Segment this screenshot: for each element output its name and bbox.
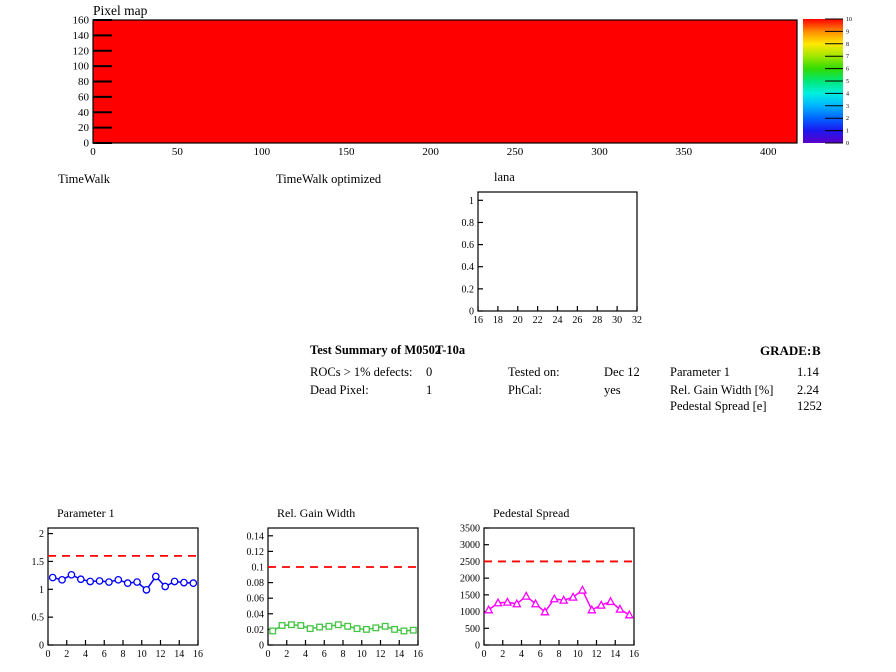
svg-text:12: 12 xyxy=(591,649,602,660)
svg-text:10: 10 xyxy=(356,649,367,660)
timewalk-optimized-title: TimeWalk optimized xyxy=(276,172,382,186)
svg-text:0.4: 0.4 xyxy=(461,262,474,274)
svg-text:20: 20 xyxy=(512,315,523,326)
svg-text:6: 6 xyxy=(846,66,849,73)
svg-text:9: 9 xyxy=(846,29,849,36)
svg-text:100: 100 xyxy=(253,146,271,158)
summary-label: Tested on: xyxy=(508,365,560,379)
svg-text:60: 60 xyxy=(78,91,89,104)
svg-text:0: 0 xyxy=(481,649,487,660)
color-scale xyxy=(800,0,875,165)
svg-text:500: 500 xyxy=(465,623,480,635)
svg-text:2: 2 xyxy=(39,529,44,541)
svg-text:100: 100 xyxy=(72,60,89,73)
svg-text:1000: 1000 xyxy=(460,607,480,619)
summary-value: Dec 12 xyxy=(604,365,640,379)
svg-text:0.12: 0.12 xyxy=(246,546,264,558)
pedestal-spread-plot xyxy=(444,500,654,672)
svg-text:1.5: 1.5 xyxy=(31,556,44,568)
svg-text:0: 0 xyxy=(83,137,89,150)
svg-text:0.06: 0.06 xyxy=(246,593,264,605)
svg-text:0: 0 xyxy=(475,640,480,652)
svg-text:0: 0 xyxy=(846,141,849,147)
svg-text:8: 8 xyxy=(120,649,126,660)
summary-label: Rel. Gain Width [%] xyxy=(670,383,774,397)
svg-text:150: 150 xyxy=(337,146,355,158)
timewalk-title: TimeWalk xyxy=(58,172,111,186)
svg-text:4: 4 xyxy=(303,649,308,660)
svg-text:0: 0 xyxy=(39,640,44,652)
parameter1-plot xyxy=(8,500,218,672)
svg-text:3000: 3000 xyxy=(460,540,480,552)
svg-text:5: 5 xyxy=(846,79,849,85)
svg-text:120: 120 xyxy=(72,45,89,58)
svg-text:80: 80 xyxy=(78,76,89,88)
svg-text:0.6: 0.6 xyxy=(461,240,474,252)
svg-text:2: 2 xyxy=(846,116,849,123)
svg-text:8: 8 xyxy=(556,649,562,660)
svg-text:12: 12 xyxy=(155,649,166,660)
svg-text:4: 4 xyxy=(846,91,849,98)
svg-text:2500: 2500 xyxy=(460,556,480,568)
lana-plot xyxy=(440,185,675,333)
svg-text:10: 10 xyxy=(846,17,852,23)
svg-text:0: 0 xyxy=(265,649,271,660)
svg-text:3: 3 xyxy=(846,103,849,110)
grade-label: GRADE: xyxy=(760,343,812,358)
summary-label: Pedestal Spread [e] xyxy=(670,399,767,413)
svg-text:0: 0 xyxy=(259,640,264,652)
svg-text:8: 8 xyxy=(340,649,346,660)
svg-text:12: 12 xyxy=(375,649,386,660)
svg-text:7: 7 xyxy=(846,54,849,61)
summary-label: PhCal: xyxy=(508,383,543,397)
svg-text:26: 26 xyxy=(572,315,583,326)
svg-text:2: 2 xyxy=(500,649,506,660)
svg-text:400: 400 xyxy=(760,146,777,158)
svg-text:32: 32 xyxy=(632,315,642,326)
svg-text:0.08: 0.08 xyxy=(246,578,264,590)
svg-text:0.1: 0.1 xyxy=(251,562,264,574)
svg-text:0.8: 0.8 xyxy=(461,217,474,229)
parameter1-title: Parameter 1 xyxy=(57,506,115,520)
rel-gain-width-plot xyxy=(228,500,438,672)
grade-value: B xyxy=(812,343,821,358)
summary-label: ROCs > 1% defects: xyxy=(310,365,413,379)
svg-text:250: 250 xyxy=(506,146,524,158)
svg-text:1500: 1500 xyxy=(460,590,480,602)
svg-text:20: 20 xyxy=(78,122,89,135)
svg-text:4: 4 xyxy=(519,649,524,660)
svg-text:2: 2 xyxy=(284,649,290,660)
svg-text:40: 40 xyxy=(78,106,89,119)
summary-value: 1252 xyxy=(797,399,822,413)
svg-text:6: 6 xyxy=(101,649,107,660)
svg-text:0.04: 0.04 xyxy=(246,609,264,621)
module-type: T-10a xyxy=(435,343,466,357)
svg-text:0.02: 0.02 xyxy=(246,624,264,636)
svg-text:4: 4 xyxy=(83,649,88,660)
svg-text:0: 0 xyxy=(469,306,474,318)
svg-text:14: 14 xyxy=(174,649,185,660)
svg-text:10: 10 xyxy=(136,649,147,660)
svg-text:0.14: 0.14 xyxy=(246,531,264,543)
summary-label: Dead Pixel: xyxy=(310,383,369,397)
lana-title: lana xyxy=(494,170,515,184)
summary-title: Test Summary of M0502 xyxy=(310,343,442,357)
svg-text:350: 350 xyxy=(675,146,693,158)
svg-text:18: 18 xyxy=(492,315,503,326)
svg-text:0.2: 0.2 xyxy=(461,284,474,296)
svg-text:0: 0 xyxy=(90,146,96,158)
svg-text:10: 10 xyxy=(572,649,583,660)
pedestal-spread-title: Pedestal Spread xyxy=(493,506,570,520)
svg-text:24: 24 xyxy=(552,315,563,326)
svg-text:1: 1 xyxy=(39,584,44,596)
svg-text:6: 6 xyxy=(537,649,543,660)
svg-text:50: 50 xyxy=(171,146,183,158)
summary-value: 2.24 xyxy=(797,383,819,397)
summary-value: 0 xyxy=(426,365,433,379)
svg-text:30: 30 xyxy=(612,315,623,326)
svg-text:28: 28 xyxy=(592,315,603,326)
svg-text:16: 16 xyxy=(193,649,203,660)
svg-text:160: 160 xyxy=(72,14,89,27)
svg-text:22: 22 xyxy=(532,315,543,326)
summary-label: Parameter 1 xyxy=(670,365,731,379)
svg-text:14: 14 xyxy=(610,649,621,660)
svg-text:2: 2 xyxy=(64,649,70,660)
svg-text:200: 200 xyxy=(422,146,439,158)
rel-gain-width-title: Rel. Gain Width xyxy=(277,506,356,520)
svg-text:140: 140 xyxy=(72,29,89,42)
svg-text:2000: 2000 xyxy=(460,573,480,585)
svg-text:0.5: 0.5 xyxy=(31,612,44,624)
summary-value: 1 xyxy=(426,383,433,397)
svg-text:3500: 3500 xyxy=(460,523,480,535)
svg-text:8: 8 xyxy=(846,41,849,48)
svg-text:1: 1 xyxy=(846,128,849,135)
svg-text:16: 16 xyxy=(413,649,423,660)
svg-text:0: 0 xyxy=(45,649,51,660)
svg-text:16: 16 xyxy=(473,315,483,326)
svg-text:1: 1 xyxy=(469,195,474,207)
pixel-map-plot xyxy=(50,0,810,165)
pixel-map-title: Pixel map xyxy=(93,3,148,18)
svg-text:16: 16 xyxy=(629,649,639,660)
svg-text:14: 14 xyxy=(394,649,405,660)
svg-text:300: 300 xyxy=(591,146,608,158)
summary-value: yes xyxy=(604,383,621,397)
svg-text:6: 6 xyxy=(321,649,327,660)
summary-value: 1.14 xyxy=(797,365,819,379)
